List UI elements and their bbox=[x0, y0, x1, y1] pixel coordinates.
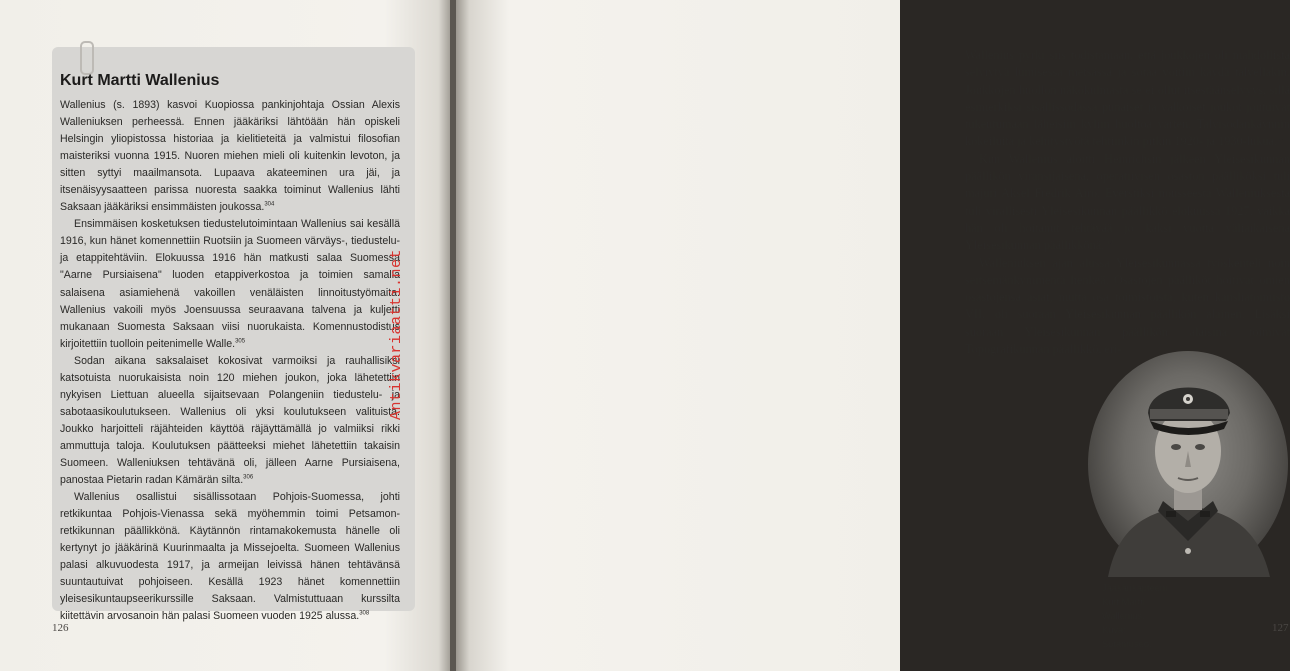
footnote-marker: 310 bbox=[1104, 240, 1114, 247]
left-page bbox=[0, 0, 452, 671]
right-page bbox=[456, 0, 1290, 671]
portrait-photo bbox=[1088, 351, 1288, 577]
biography-paragraph: Wallenius (s. 1893) kasvoi Kuopiossa pankinjohtaja Ossian Alexis Walleniuksen perheessä. Ennen jääkäriksi lähtöään hän opiskeli Helsingin yliopistossa historiaa ja kielitieteitä ja valmistui filosofian maisteriksi vuonna 1915. Nuoren miehen mieli oli kuitenkin levoton, ja sitten syttyi maailmansota. Lupaava akateeminen ura jäi, ja itsenäisyysaatteen parissa nuoresta saakka toiminut Wallenius lähti Saksaan jääkäriksi ensimmäisten joukossa.$^{304}$ bbox=[60, 99, 400, 214]
main-body-text bbox=[965, 47, 1290, 358]
biography-paragraph: Wallenius osallistui sisällissotaan Pohjois-Suomessa, johti retkikuntaa Pohjois-Vienassa sekä myöhemmin toimi Petsamon-retkikunnan päällikkönä. Käytännön rintamakokemusta hänelle oli kertynyt jo jääkärinä Kuurinmaalta ja Missejoelta. Suomeen Wallenius palasi alkuvuodesta 1917, ja armeijan leivissä hänen tehtävänsä suuntautuivat pohjoiseen. Kesällä 1923 hänet komennettiin yleisesikuntaupseerikurssille Saksaan. Valmistuttuaan kurssilta kiitettävin arvosanoin hän palasi Suomeen vuoden 1925 alussa.$^{308}$ bbox=[60, 491, 400, 623]
caption-line: Jääkärikapteeni Kurt Martti Wallenius. bbox=[1102, 583, 1168, 621]
paperclip-icon bbox=[80, 41, 94, 75]
biography-body bbox=[60, 97, 400, 625]
caption-credit: Kuva: Sotamuseo. bbox=[1102, 625, 1152, 649]
footnote-marker: 305 bbox=[235, 338, 246, 345]
footnote-marker: 304 bbox=[264, 201, 275, 208]
body-paragraph: Wallenius pyrki siis todistamaan, että joukkojen oli mahdollista selviytyä lumisessa metsässä ja sotaa voitiin käydä talvellakin. Joukkojen huollon näkökulmasta se ei ollut itsestäänselvyys, sillä esimerkiksi sisällissodassa punaiset ja valkoiset joukot joutuivat tukeutumaan läheisiin kyliin huoltoa varten. Talvisodankäynnin kokeiluita ja kehitystyötä tehtiinkin pitkin 1920- ja 1930-lukua.$^{309}$ bbox=[965, 48, 1290, 149]
footnote-marker: 309 bbox=[1277, 136, 1287, 143]
footnote-marker: 306 bbox=[243, 474, 254, 481]
footnote-marker: 308 bbox=[359, 610, 370, 617]
page-number-right: 127 bbox=[1272, 622, 1289, 634]
biography-paragraph: Sodan aikana saksalaiset kokosivat varmoiksi ja rauhallisiksi katsotuista nuorukaisista noin 120 miehen joukon, joka lähetettiin nykyisen Liettuan alueella sijaitsevaan Polangeniin tiedustelu- ja sabotaasikoulutukseen. Wallenius oli yksi koulutukseen valituista. Joukko harjoitteli räjähteiden käyttöä räjäyttämällä jo valmiiksi rikki ammuttuja taloja. Koulutuksen päätteeksi miehet lähetettiin takaisin Suomeen. Walleniuksen tehtävänä oli, jälleen Aarne Pursiaisena, panostaa Pietarin radan Kämärän silta.$^{306}$ bbox=[60, 354, 400, 487]
body-paragraph: Walleniuksen ajan alussa Yleisesikunnassa työskenteli noin seitsemänkymmentä henkeä. Osastojen päälliköt hoitivat omien osastojensa asiat, mutta osa toimistoista, kuten kansliatoimisto VII, oli suoraan Yleisesikunnan päällikön alainen. Lisäksi suoraan Yleisesikunnan päällikön alaisina toimivat Topografikunnan päällikkö, eri- bbox=[965, 255, 1290, 357]
body-paragraph: Kun Wallenius aloitti Heinrichsin jälkeen Yleisesikunnan päällikön viransijaisena, operatiivisen osaston päälliköksi tuli majuri Aksel Fredrik Airo. Everstiksi nousseesta Walleniuksesta tuli virallisesti Yleisesikunnan päällikkö elokuussa 1927, vaikka hän oli hoitanut tehtävää jo kaksi vuotta väliaikaisena Yleisesikunnan päällikkönä.$^{310}$ bbox=[965, 151, 1290, 253]
biography-title: Kurt Martti Wallenius bbox=[60, 72, 220, 89]
photo-caption bbox=[1102, 581, 1167, 651]
soldier-portrait-icon bbox=[1088, 351, 1288, 577]
watermark-stamp: Antikvariaatti.net bbox=[388, 248, 405, 420]
biography-paragraph: Ensimmäisen kosketuksen tiedustelutoimintaan Wallenius sai kesällä 1916, kun hänet komennettiin Ruotsiin ja Suomeen värväys-, tiedustelu- ja etappitehtäviin. Elokuussa 1916 hän matkusti salaa Suomessa "Aarne Pursiaisena" luoden etappiverkostoa ja toimien samalla salaisena asiamiehenä vakoillen venäläisten linnoitustyömaita. Wallenius vakoili myös Joensuussa seuraavana talvena ja kuljetti mukanaan Suomesta Saksaan viisi nuorukaista. Komennustodistus kirjoitettiin tuolloin peitenimelle Walle.$^{305}$ bbox=[60, 218, 400, 350]
page-number-left: 126 bbox=[52, 622, 69, 634]
